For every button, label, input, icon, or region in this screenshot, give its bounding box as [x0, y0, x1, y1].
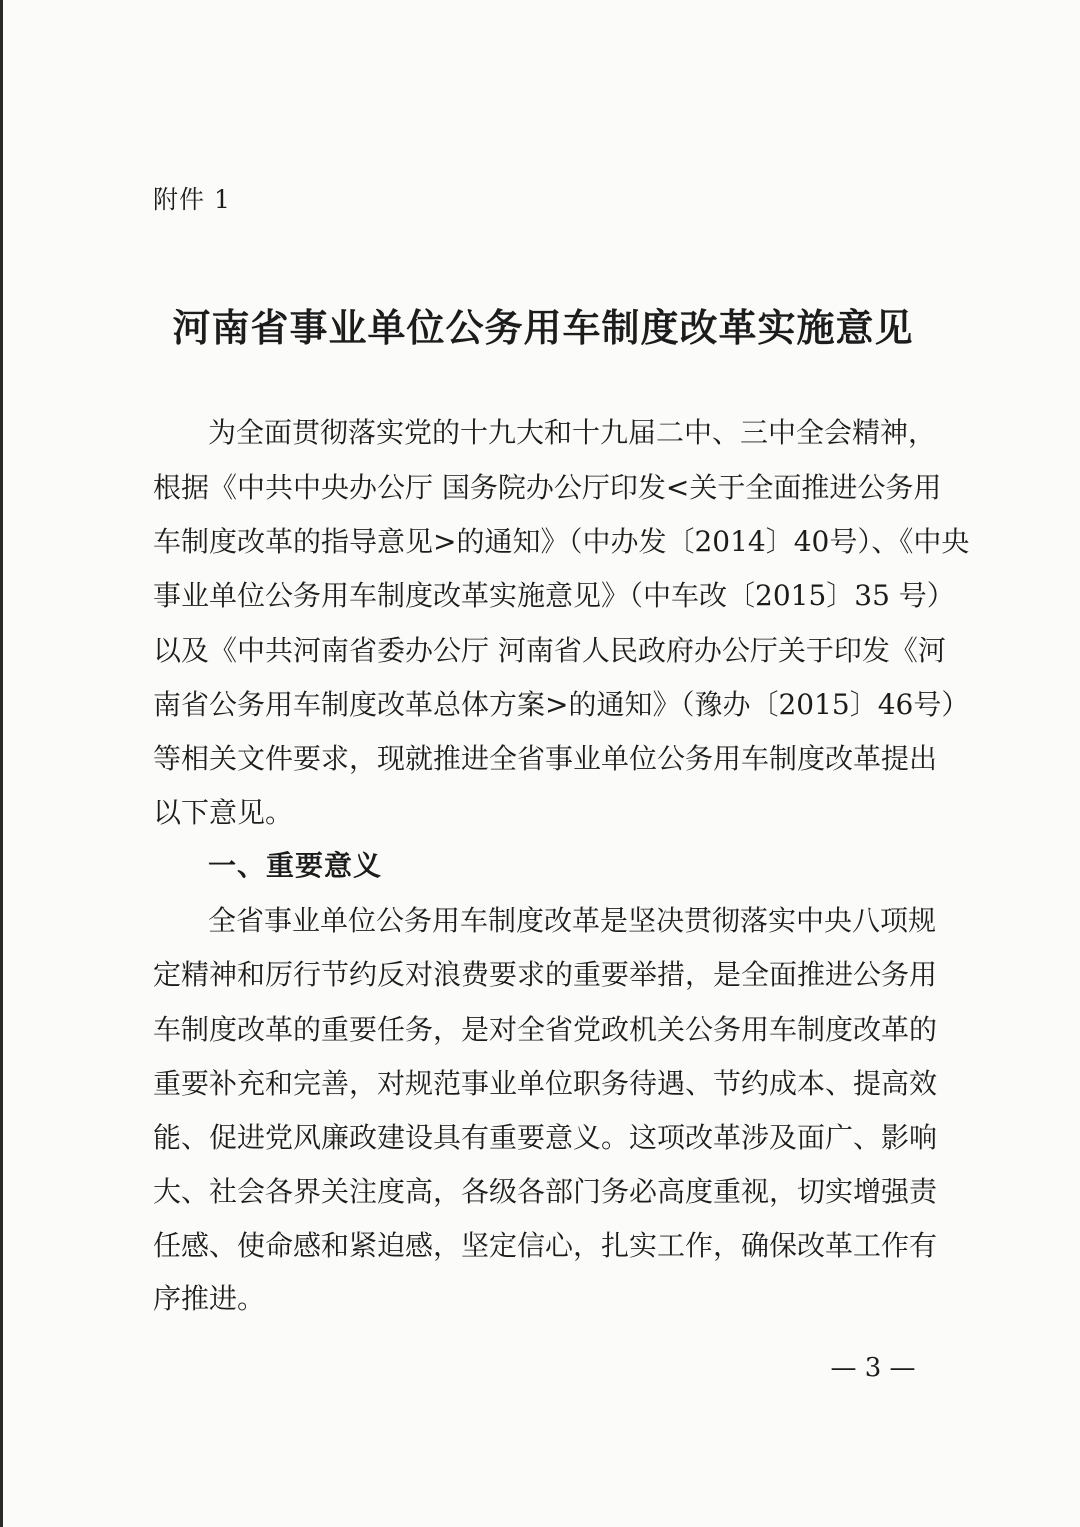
section-line: 大、社会各界关注度高，各级各部门务必高度重视，切实增强责	[153, 1175, 938, 1208]
section-line: 能、促进党风廉政建设具有重要意义。这项改革涉及面广、影响	[153, 1121, 938, 1154]
intro-line: 南省公务用车制度改革总体方案>的通知》（豫办〔2015〕46号）	[153, 688, 970, 721]
section-line: 定精神和厉行节约反对浪费要求的重要举措，是全面推进公务用	[153, 958, 938, 991]
page-number: — 3 —	[830, 1353, 916, 1383]
section-line: 车制度改革的重要任务，是对全省党政机关公务用车制度改革的	[153, 1013, 938, 1046]
section-line: 任感、使命感和紧迫感，坚定信心，扎实工作，确保改革工作有	[153, 1229, 938, 1262]
intro-line: 车制度改革的指导意见>的通知》（中办发〔2014〕40号）、《中央	[153, 525, 970, 558]
document-title: 河南省事业单位公务用车制度改革实施意见	[172, 305, 914, 350]
section-line: 序推进。	[153, 1282, 266, 1315]
intro-line: 等相关文件要求，现就推进全省事业单位公务用车制度改革提出	[153, 742, 938, 775]
intro-line: 以下意见。	[153, 796, 294, 829]
intro-line: 事业单位公务用车制度改革实施意见》（中车改〔2015〕35 号）	[153, 579, 955, 612]
section-line: 重要补充和完善，对规范事业单位职务待遇、节约成本、提高效	[153, 1067, 938, 1100]
intro-line: 根据《中共中央办公厅 国务院办公厅印发<关于全面推进公务用	[153, 471, 942, 504]
section-heading: 一、重要意义	[208, 849, 383, 882]
intro-line: 以及《中共河南省委办公厅 河南省人民政府办公厅关于印发《河	[153, 634, 946, 667]
section-line: 全省事业单位公务用车制度改革是坚决贯彻落实中央八项规	[208, 904, 937, 937]
attachment-label: 附件 1	[153, 185, 231, 214]
intro-line: 为全面贯彻落实党的十九大和十九届二中、三中全会精神，	[208, 416, 937, 449]
